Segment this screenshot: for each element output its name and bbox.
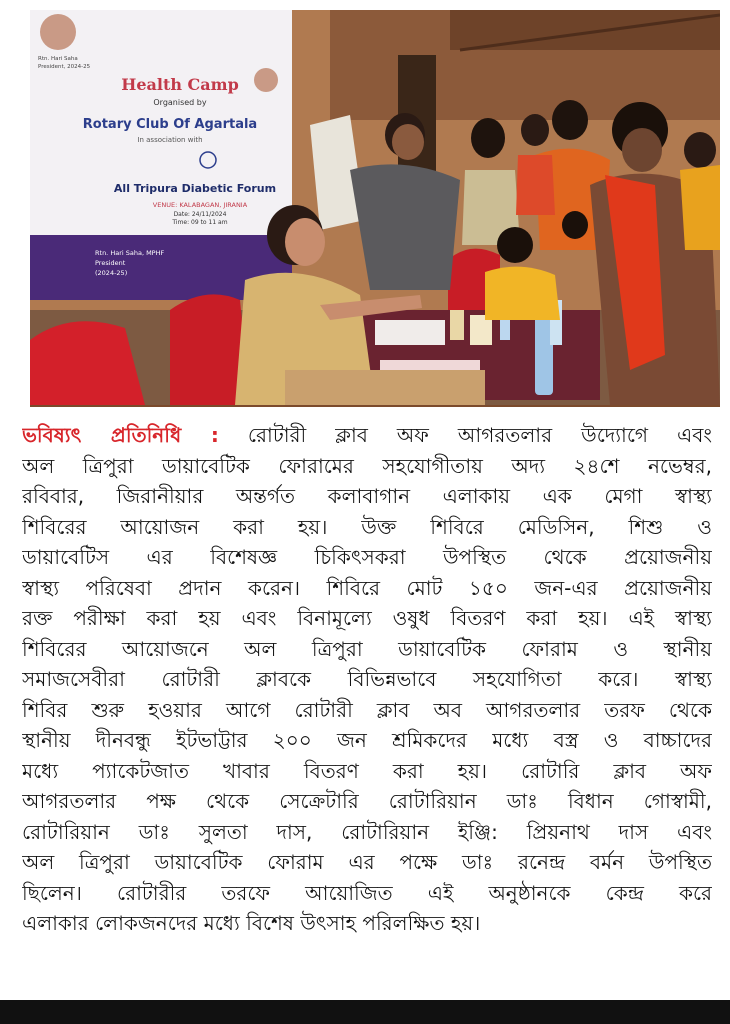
article-line-text: রোটারী ক্লাব অফ আগরতলার উদ্যোগে এবং [247, 423, 712, 447]
health-camp-photo [30, 10, 720, 407]
article-line: ডায়াবেটিস এর বিশেষজ্ঞ চিকিৎসকরা উপস্থিত থেকে প্রয়োজনীয় [22, 545, 712, 569]
article-line: এলাকার লোকজনদের মধ্যে বিশেষ উৎসাহ পরিলক্ষিত হয়। [22, 911, 481, 935]
article-line [22, 420, 712, 451]
article-line: রোটারিয়ান ডাঃ সুলতা দাস, রোটারিয়ান ইঞ্জি: প্রিয়নাথ দাস এবং [22, 819, 712, 844]
banner-partner-line: In association with [137, 136, 203, 144]
article-line: সমাজসেবীরা রোটারী ক্লাবকে বিভিন্নভাবে সহযোগিতা করে। স্বাস্থ্য [22, 667, 712, 691]
banner-title: Health Camp [121, 75, 239, 94]
article-line: শিবিরের আয়োজনে অল ত্রিপুরা ডায়াবেটিক ফোরাম ও স্থানীয় [22, 636, 712, 661]
banner-venue: VENUE: KALABAGAN, JIRANIA [152, 201, 248, 209]
article-line: আগরতলার পক্ষ থেকে সেক্রেটারি রোটারিয়ান ডাঃ বিধান গোস্বামী, [22, 789, 712, 813]
bottom-bar [0, 1000, 730, 1024]
article-line: অল ত্রিপুরা ডায়াবেটিক ফোরাম এর পক্ষে ডাঃ রনেন্দ্র বর্মন উপস্থিত [22, 850, 712, 874]
banner-date: Date: 24/11/2024 [173, 211, 227, 218]
banner-organised-by: Organised by [153, 98, 207, 107]
banner-forum: All Tripura Diabetic Forum [113, 182, 277, 195]
banner-signatory-role: President [95, 259, 126, 267]
article-line: স্থানীয় দীনবন্ধু ইটভাট্টার ২০০ জন শ্রমিকদের মধ্যে বস্ত্র ও বাচ্চাদের [22, 728, 712, 752]
article-line: স্বাস্থ্য পরিষেবা প্রদান করেন। শিবিরে মোট ১৫০ জন-এর প্রয়োজনীয় [22, 575, 712, 600]
banner-club: Rotary Club Of Agartala [82, 117, 258, 132]
article-line: শিবিরের আয়োজন করা হয়। উক্ত শিবিরে মেডিসিন, শিশু ও [22, 514, 712, 539]
photo-illustration [30, 10, 720, 405]
article-body [22, 420, 712, 939]
article-byline: ভবিষ্যৎ প্রতিনিধি : [22, 423, 219, 447]
article-line: অল ত্রিপুরা ডায়াবেটিক ফোরামের সহযোগীতায় অদ্য ২৪শে নভেম্বর, [22, 453, 712, 478]
banner-signatory: Rtn. Hari Saha, MPHF [95, 249, 165, 257]
article-line: শিবির শুরু হওয়ার আগে রোটারী ক্লাব অব আগরতলার তরফ থেকে [22, 697, 712, 722]
banner-time: Time: 09 to 11 am [172, 219, 228, 226]
banner-top-left-name: Rtn. Hari Saha [38, 56, 78, 62]
article-line: রবিবার, জিরানীয়ার অন্তর্গত কলাবাগান এলাকায় এক মেগা স্বাস্থ্য [22, 484, 712, 508]
article-line: রক্ত পরীক্ষা করা হয় এবং বিনামূল্যে ওষুধ বিতরণ করা হয়। এই স্বাস্থ্য [22, 606, 712, 630]
banner-signatory-year: (2024-25) [95, 269, 128, 277]
banner-top-left-role: President, 2024-25 [38, 64, 91, 70]
article-line: মধ্যে প্যাকেটজাত খাবার বিতরণ করা হয়। রোটারি ক্লাব অফ [22, 758, 712, 783]
article-line: ছিলেন। রোটারীর তরফে আয়োজিত এই অনুষ্ঠানকে কেন্দ্র করে [22, 880, 712, 905]
